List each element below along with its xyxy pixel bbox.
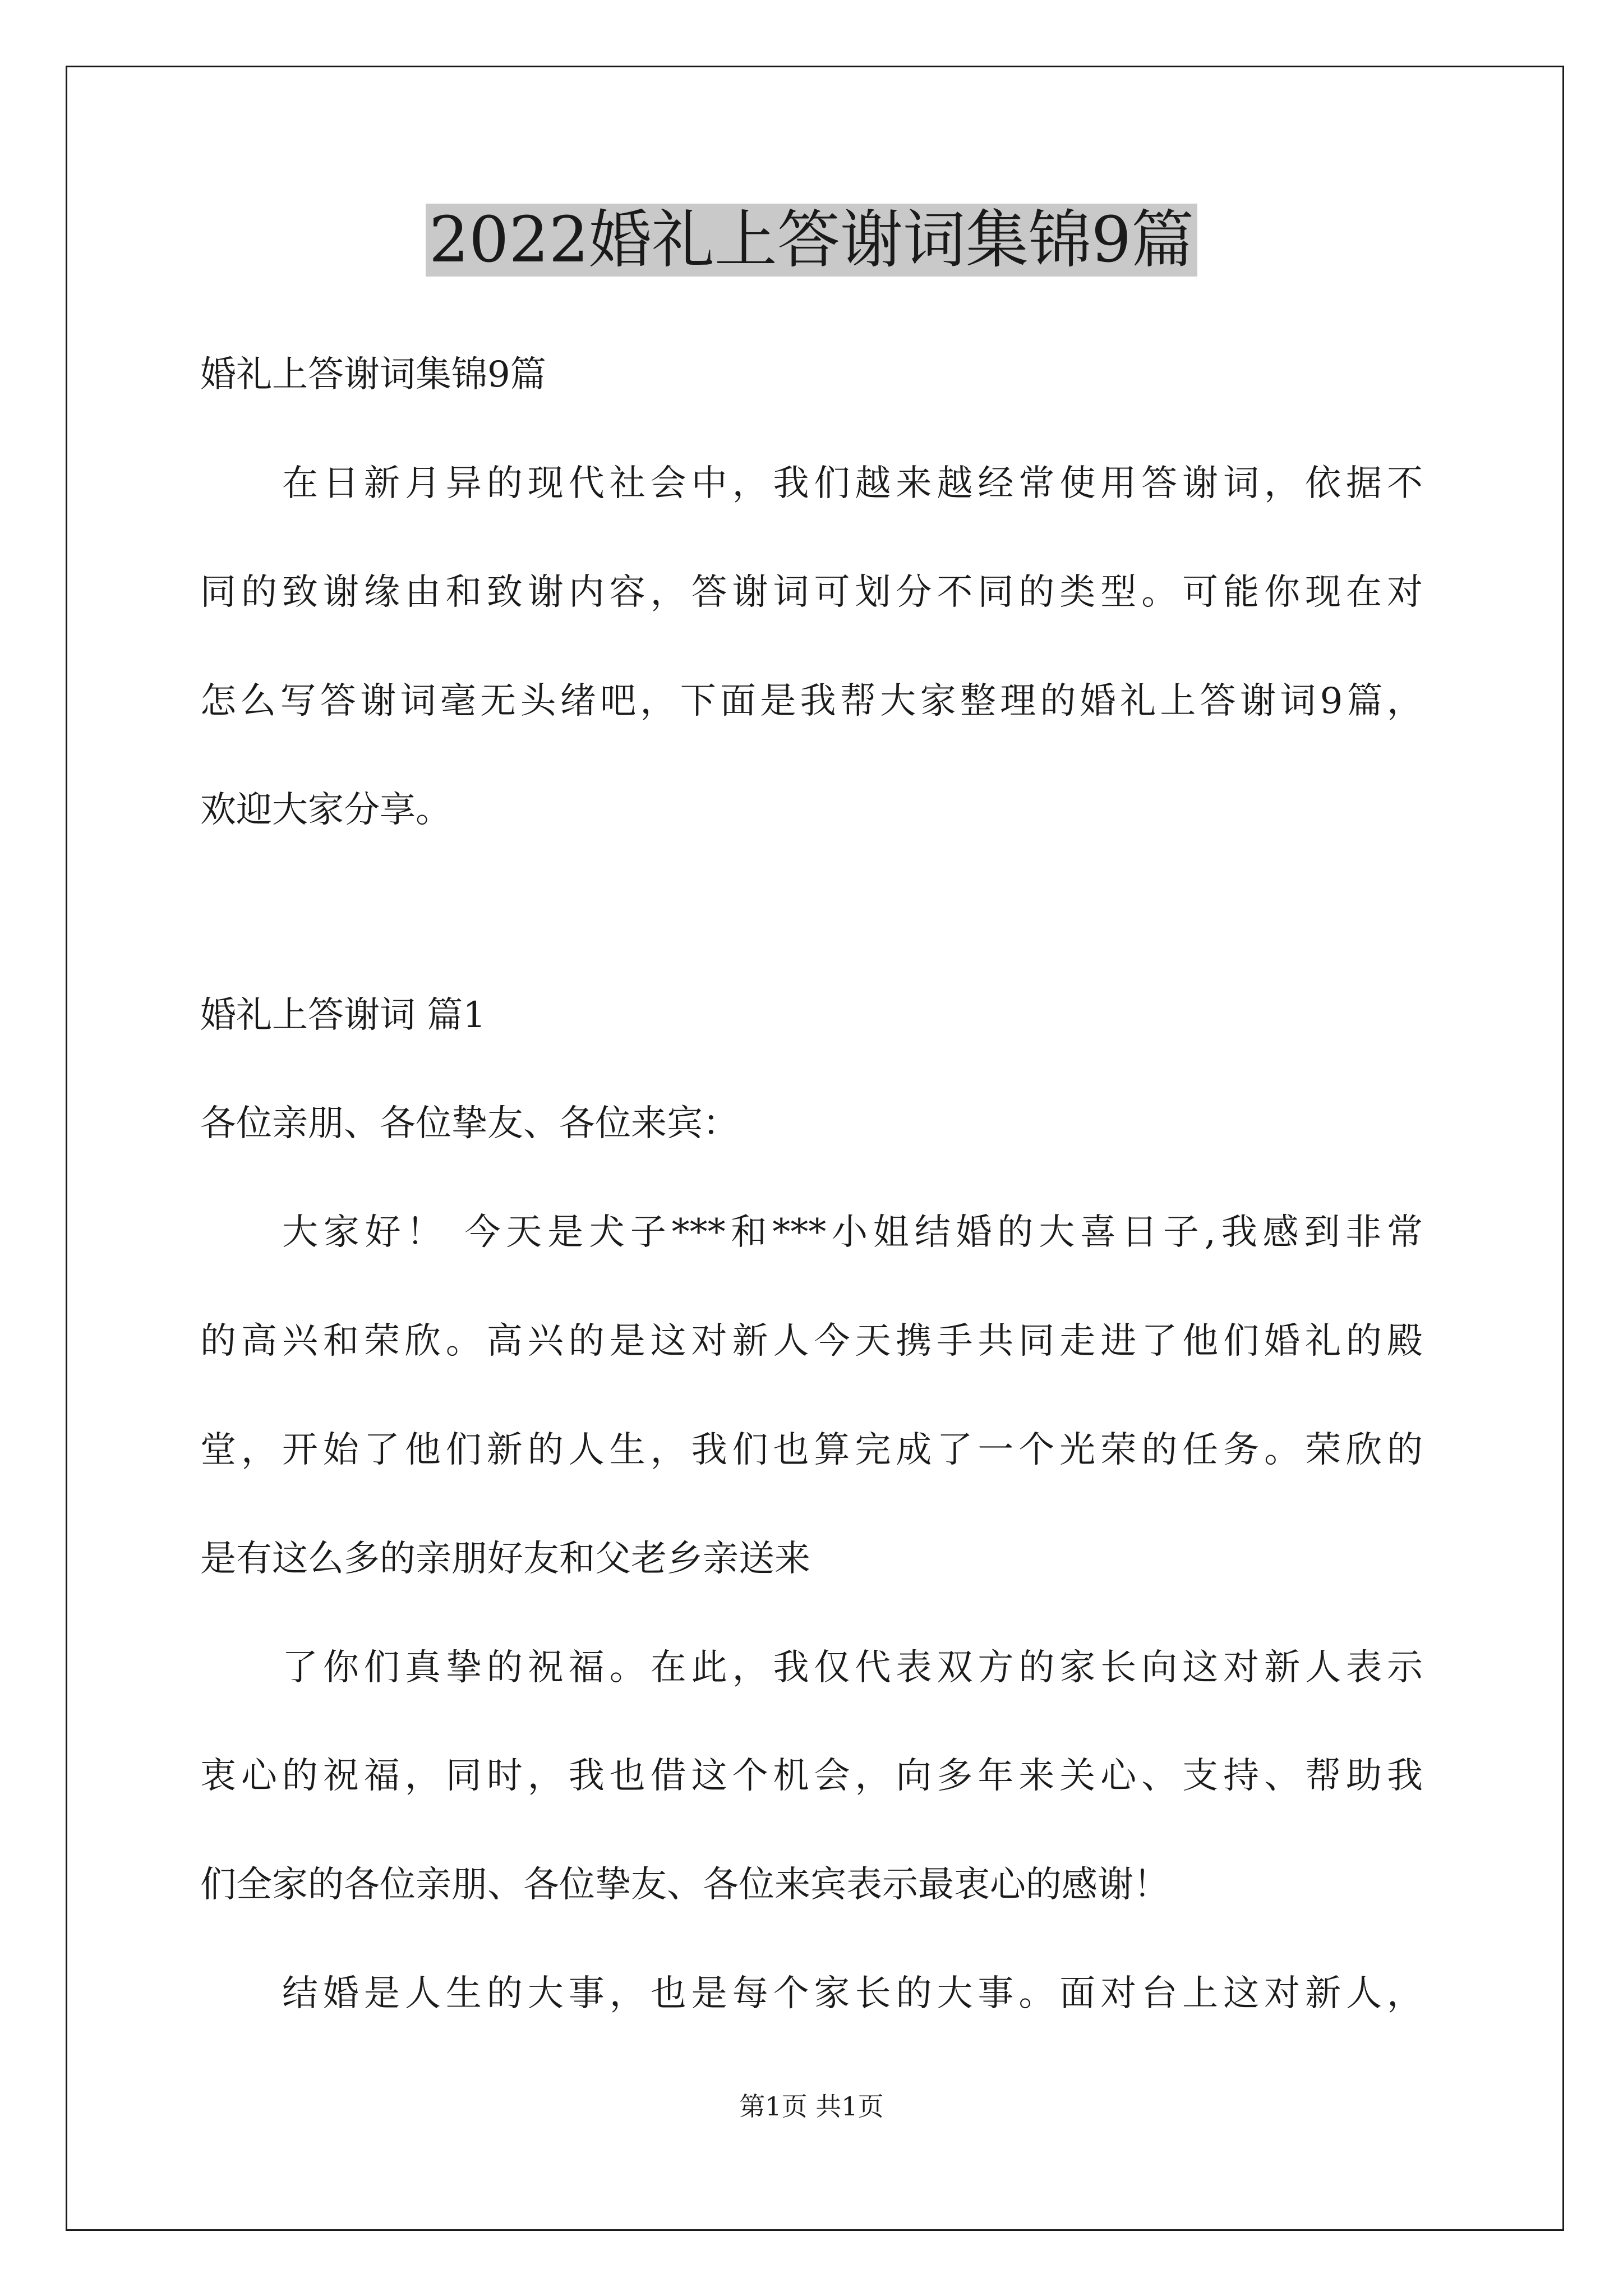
body-line: 堂，开始了他们新的人生，我们也算完成了一个光荣的任务。荣欣的 [200, 1429, 1423, 1471]
document-title-text: 2022婚礼上答谢词集锦9篇 [426, 204, 1197, 277]
body-line: 了你们真挚的祝福。在此，我仅代表双方的家长向这对新人表示 [282, 1647, 1423, 1688]
body-line: 是有这么多的亲朋好友和父老乡亲送来 [200, 1538, 810, 1580]
body-line: 的高兴和荣欣。高兴的是这对新人今天携手共同走进了他们婚礼的殿 [200, 1320, 1423, 1362]
body-line: 们全家的各位亲朋、各位挚友、各位来宾表示最衷心的感谢！ [200, 1864, 1169, 1906]
intro-line: 同的致谢缘由和致谢内容，答谢词可划分不同的类型。可能你现在对 [200, 572, 1423, 613]
section-heading: 婚礼上答谢词 篇1 [200, 995, 486, 1036]
intro-line: 在日新月异的现代社会中，我们越来越经常使用答谢词，依据不 [282, 463, 1423, 504]
page-number: 第1页 共1页 [739, 2091, 884, 2122]
body-line: 大家好！ 今天是犬子***和***小姐结婚的大喜日子,我感到非常 [282, 1212, 1423, 1253]
document-title [0, 201, 1623, 279]
salutation: 各位亲朋、各位挚友、各位来宾： [200, 1103, 739, 1144]
intro-line: 怎么写答谢词毫无头绪吧，下面是我帮大家整理的婚礼上答谢词9篇， [200, 680, 1423, 722]
intro-line: 欢迎大家分享。 [200, 789, 451, 831]
body-line: 结婚是人生的大事，也是每个家长的大事。面对台上这对新人， [282, 1973, 1423, 2014]
body-line: 衷心的祝福，同时，我也借这个机会，向多年来关心、支持、帮助我 [200, 1755, 1423, 1797]
document-subtitle: 婚礼上答谢词集锦9篇 [200, 354, 546, 395]
